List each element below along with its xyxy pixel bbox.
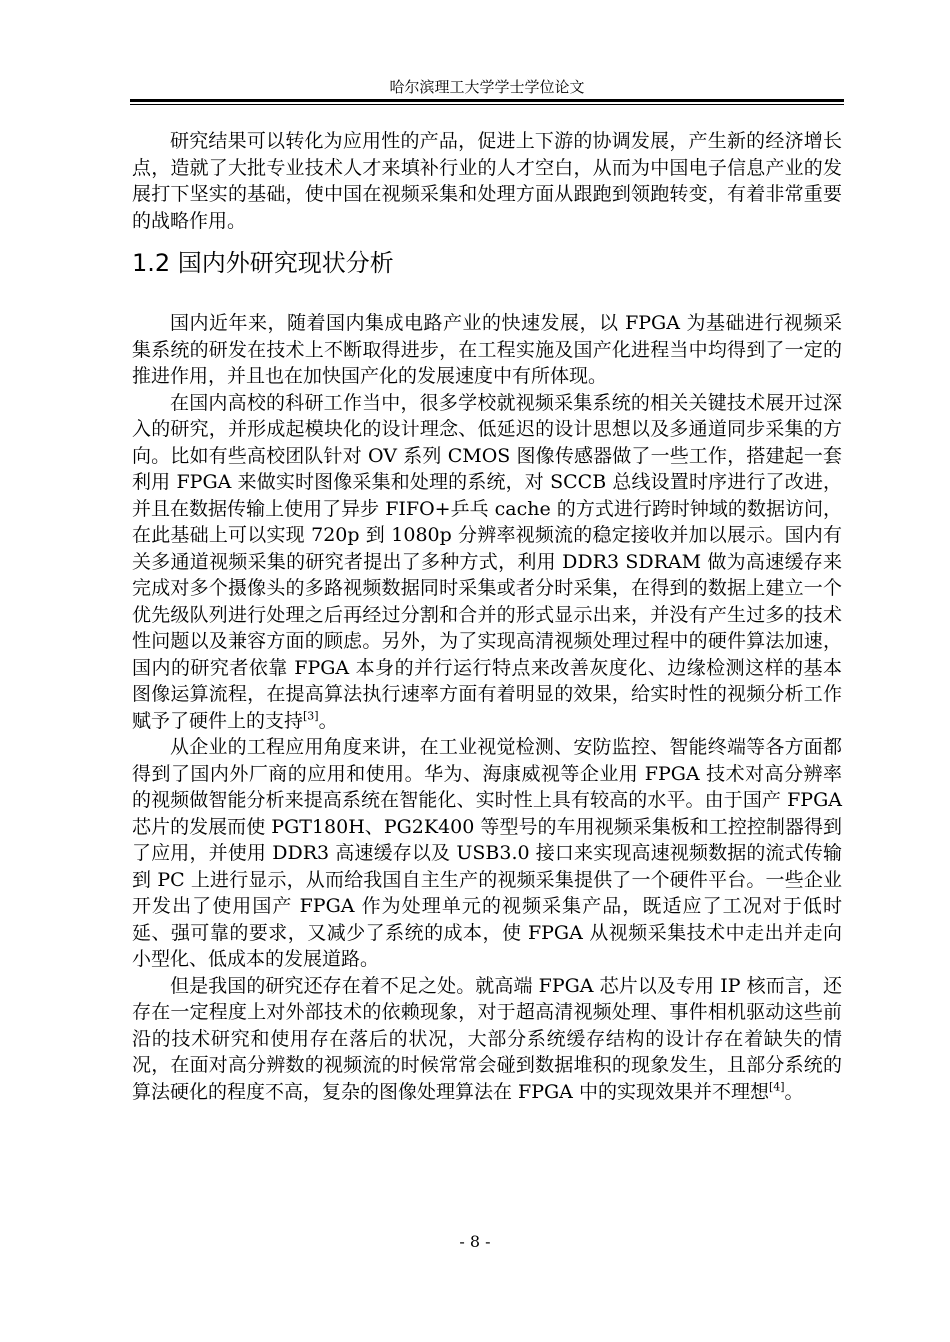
paragraph-domestic-overview: 国内近年来，随着国内集成电路产业的快速发展，以 FPGA 为基础进行视频采集系统的研发在技术上不断取得进步，在工程实施及国产化进程当中均得到了一定的推进作用，并且也在加快国产化的发展速度中有所体现。	[132, 312, 842, 387]
running-header: 哈尔滨理工大学学士学位论文	[389, 78, 585, 96]
paragraph-text: 在国内高校的科研工作当中，很多学校就视频采集系统的相关关键技术展开过深入的研究，并形成起模块化的设计理念、低延迟的设计思想以及多通道同步采集的方向。比如有些高校团队针对 OV 系列 CMOS 图像传感器做了一些工作，搭建起一套利用 FPGA 来做实时图像采集和处理的系统，对 SCCB 总线设置时序进行了改进，并且在数据传输上使用了异步 FIFO+乒乓 cache 的方式进行跨时钟域的数据访问，在此基础上可以实现 720p 到 1080p 分辨率视频流的稳定接收并加以展示。国内有关多通道视频采集的研究者提出了多种方式，利用 DDR3 SDRAM 做为高速缓存来完成对多个摄像头的多路视频数据同时采集或者分时采集，在得到的数据上建立一个优先级队列进行处理之后再经过分割和合并的形式显示出来，并没有产生过多的技术性问题以及兼容方面的顾虑。另外，为了实现高清视频处理过程中的硬件算法加速，国内的研究者依靠 FPGA 本身的并行运行特点来改善灰度化、边缘检测这样的基本图像运算流程，在提高算法执行速率方面有着明显的效果，给实时性的视频分析工作赋予了硬件上的支持	[132, 391, 842, 732]
paragraph-end-punct: 。	[784, 1080, 804, 1103]
citation-ref: [3]	[303, 709, 319, 723]
page-number: - 8 -	[459, 1232, 491, 1251]
header-rule-thin	[130, 104, 844, 105]
paragraph-continued: 研究结果可以转化为应用性的产品，促进上下游的协调发展，产生新的经济增长点，造就了大批专业技术人才来填补行业的人才空白，从而为中国电子信息产业的发展打下坚实的基础，使中国在视频采集和处理方面从跟跑到领跑转变，有着非常重要的战略作用。	[132, 130, 842, 232]
paragraph-shortcomings	[132, 973, 842, 1106]
paragraph-industry-application: 从企业的工程应用角度来讲，在工业视觉检测、安防监控、智能终端等各方面都得到了国内外厂商的应用和使用。华为、海康威视等企业用 FPGA 技术对高分辨率的视频做智能分析来提高系统在智能化、实时性上具有较高的水平。由于国产 FPGA 芯片的发展而使 PGT180H、PG2K400 等型号的车用视频采集板和工控控制器得到了应用，并使用 DDR3 高速缓存以及 USB3.0 接口来实现高速视频数据的流式传输到 PC 上进行显示，从而给我国自主生产的视频采集提供了一个硬件平台。一些企业开发出了使用国产 FPGA 作为处理单元的视频采集产品，既适应了工况对于低时延、强可靠的要求，又减少了系统的成本，使 FPGA 从视频采集技术中走出并走向小型化、低成本的发展道路。	[132, 736, 842, 970]
section-heading: 1.2 国内外研究现状分析	[132, 249, 394, 277]
paragraph-end-punct: 。	[318, 709, 338, 732]
paragraph-text: 但是我国的研究还存在着不足之处。就高端 FPGA 芯片以及专用 IP 核而言，还存在一定程度上对外部技术的依赖现象，对于超高清视频处理、事件相机驱动这些前沿的技术研究和使用存在落后的状况，大部分系统缓存结构的设计存在着缺失的情况，在面对高分辨数的视频流的时候常常会碰到数据堆积的现象发生，且部分系统的算法硬化的程度不高，复杂的图像处理算法在 FPGA 中的实现效果并不理想	[132, 974, 842, 1103]
citation-ref: [4]	[768, 1080, 785, 1094]
header-rule-thick	[130, 99, 844, 102]
paragraph-university-research	[132, 390, 842, 735]
page-body	[132, 128, 842, 1105]
